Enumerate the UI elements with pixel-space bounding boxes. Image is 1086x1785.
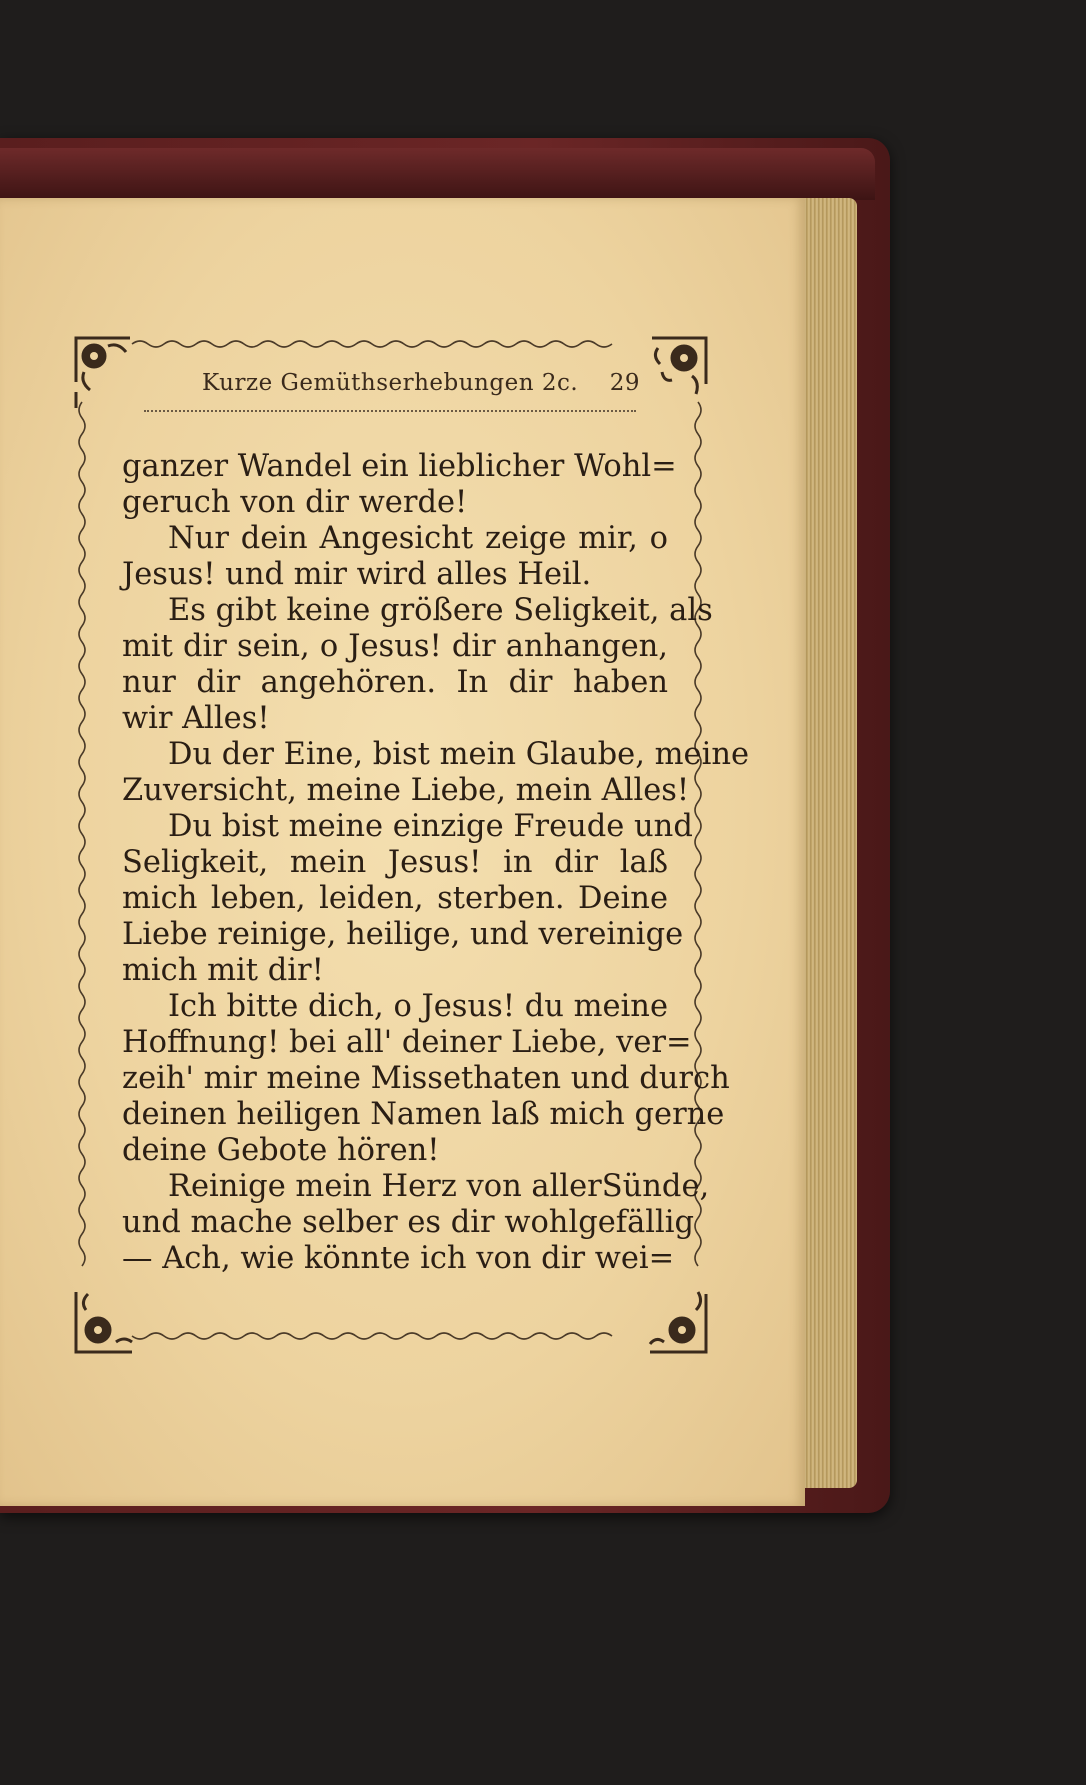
text-line: geruch von dir werde! xyxy=(122,485,468,520)
text-line: nur dir angehören. In dir haben xyxy=(122,665,668,700)
text-line: Reinige mein Herz von allerSünde, xyxy=(168,1169,710,1204)
running-head-rule xyxy=(144,410,636,412)
running-head xyxy=(140,370,640,410)
frame-left-wave xyxy=(79,402,85,1266)
frame-right-wave xyxy=(695,402,701,1266)
frame-bottom-wave xyxy=(132,1333,612,1339)
text-line: und mache selber es dir wohlgefällig xyxy=(122,1205,695,1240)
book-cover-top-edge xyxy=(0,148,875,200)
text-line: Liebe reinige, heilige, und vereinige xyxy=(122,917,684,952)
text-line: Zuversicht, meine Liebe, mein Alles! xyxy=(122,773,690,808)
corner-ornament-top-left xyxy=(76,338,130,408)
text-line: Jesus! und mir wird alles Heil. xyxy=(122,557,592,592)
text-line: zeih' mir meine Missethaten und durch xyxy=(122,1061,730,1096)
text-line: Nur dein Angesicht zeige mir, o xyxy=(168,521,668,556)
text-line: deine Gebote hören! xyxy=(122,1133,440,1168)
running-head-title: Kurze Gemüthserhebungen 2c. xyxy=(202,370,579,396)
text-line: wir Alles! xyxy=(122,701,270,736)
text-line: mich mit dir! xyxy=(122,953,324,988)
text-line: Hoffnung! bei all' deiner Liebe, ver= xyxy=(122,1025,692,1060)
corner-ornament-bottom-left xyxy=(76,1292,132,1352)
text-line: Du bist meine einzige Freude und xyxy=(168,809,693,844)
text-line: mit dir sein, o Jesus! dir anhangen, xyxy=(122,629,668,664)
text-line: deinen heiligen Namen laß mich gerne xyxy=(122,1097,725,1132)
corner-ornament-bottom-right xyxy=(650,1292,706,1352)
corner-ornament-top-right xyxy=(652,338,706,394)
text-line: Ich bitte dich, o Jesus! du meine xyxy=(168,989,668,1024)
body-text xyxy=(122,449,750,1277)
frame-top-wave xyxy=(132,341,612,347)
text-line: ganzer Wandel ein lieblicher Wohl= xyxy=(122,449,677,484)
text-line: Es gibt keine größere Seligkeit, als xyxy=(168,593,713,628)
text-line: — Ach, wie könnte ich von dir wei= xyxy=(122,1241,675,1276)
text-line: Seligkeit, mein Jesus! in dir laß xyxy=(122,845,668,880)
text-line: mich leben, leiden, sterben. Deine xyxy=(122,881,668,916)
text-line: Du der Eine, bist mein Glaube, meine xyxy=(168,737,750,772)
page-number: 29 xyxy=(609,370,640,396)
